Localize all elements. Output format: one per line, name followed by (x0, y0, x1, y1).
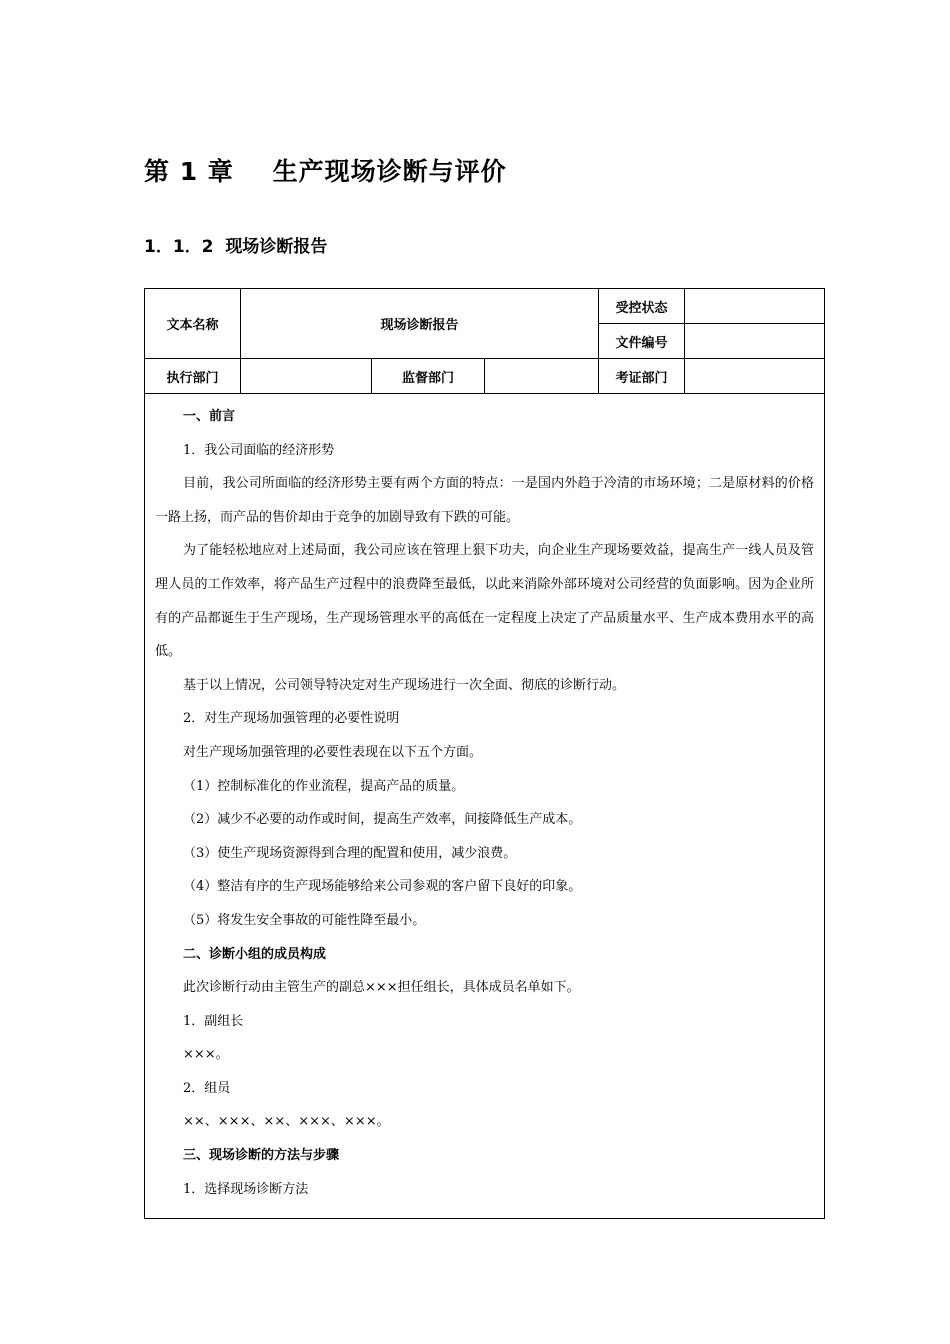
section-heading: 二、诊断小组的成员构成 (183, 946, 327, 962)
section-heading: 三、现场诊断的方法与步骤 (183, 1148, 340, 1164)
paragraph: （4）整洁有序的生产现场能够给来公司参观的客户留下良好的印象。 (183, 879, 582, 895)
paragraph: 基于以上情况，公司领导特决定对生产现场进行一次全面、彻底的诊断行动。 (183, 677, 626, 693)
exec-dept-value (241, 359, 372, 394)
paragraph: 为了能轻松地应对上述局面，我公司应该在管理上狠下功夫，向企业生产现场要效益，提高生产一线人员及管理人员的工作效率，将产品生产过程中的浪费降至最低，以此来消除外部环境对公司经营的负面影响。因为企业所有的产品都诞生于生产现场，生产现场管理水平的高低在一定程度上决定了产品质量水平、生产成本费用水平的高低。 (155, 543, 815, 660)
control-status-label: 受控状态 (599, 289, 685, 324)
section-heading: 一、前言 (183, 409, 236, 424)
doc-name-value: 现场诊断报告 (241, 289, 599, 359)
paragraph: 2．组员 (183, 1080, 231, 1096)
doc-name-label: 文本名称 (145, 289, 241, 359)
report-body (145, 394, 825, 1219)
supervise-dept-value (485, 359, 599, 394)
verify-dept-value (685, 359, 825, 394)
supervise-dept-label: 监督部门 (372, 359, 485, 394)
section-title: 1．1．2 现场诊断报告 (144, 237, 328, 257)
paragraph: 目前，我公司所面临的经济形势主要有两个方面的特点：一是国内外趋于冷清的市场环境；二是原材料的价格一路上扬，而产品的售价却由于竞争的加剧导致有下跌的可能。 (155, 476, 815, 525)
paragraph: 对生产现场加强管理的必要性表现在以下五个方面。 (183, 744, 483, 760)
paragraph: 此次诊断行动由主管生产的副总×××担任组长，具体成员名单如下。 (183, 980, 580, 996)
paragraph: （1）控制标准化的作业流程，提高产品的质量。 (183, 778, 465, 794)
paragraph: ××、×××、××、×××、×××。 (183, 1114, 390, 1130)
chapter-title: 第 1 章 生产现场诊断与评价 (144, 157, 507, 186)
paragraph: （3）使生产现场资源得到合理的配置和使用，减少浪费。 (183, 845, 517, 861)
control-status-value (685, 289, 825, 324)
paragraph: 1．选择现场诊断方法 (183, 1181, 309, 1197)
paragraph: 2．对生产现场加强管理的必要性说明 (183, 711, 400, 727)
paragraph: ×××。 (183, 1047, 229, 1063)
file-number-value (685, 324, 825, 359)
paragraph: 1．我公司面临的经济形势 (183, 442, 335, 458)
file-number-label: 文件编号 (599, 324, 685, 359)
paragraph: （5）将发生安全事故的可能性降至最小。 (183, 912, 426, 928)
report-content (155, 400, 814, 1206)
exec-dept-label: 执行部门 (145, 359, 241, 394)
paragraph: （2）减少不必要的动作或时间，提高生产效率，间接降低生产成本。 (183, 812, 582, 828)
paragraph: 1．副组长 (183, 1013, 244, 1029)
report-table (144, 288, 825, 1219)
verify-dept-label: 考证部门 (599, 359, 685, 394)
